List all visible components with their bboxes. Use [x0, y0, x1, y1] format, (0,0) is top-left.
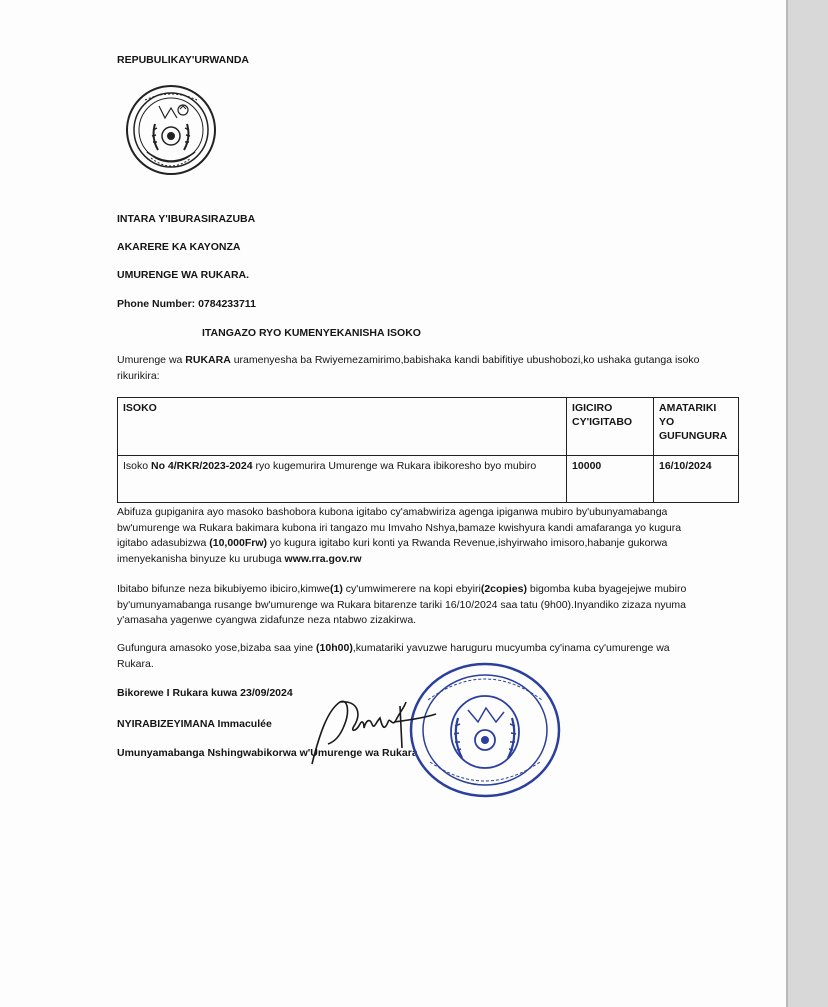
handwritten-signature-icon: [300, 692, 440, 772]
signed-place-date: Bikorewe I Rukara kuwa 23/09/2024: [117, 687, 293, 699]
paragraph-2: [117, 582, 707, 629]
cell-isoko: [118, 456, 567, 503]
district-heading: AKARERE KA KAYONZA: [117, 241, 241, 253]
cell-isoko-c: ryo kugemurira Umurenge wa Rukara ibikoresho byo mubiro: [252, 460, 537, 472]
header-amatariki: AMATARIKI YO GUFUNGURA: [654, 398, 739, 456]
p3-b: (10h00): [316, 642, 353, 654]
republic-heading: REPUBULIKAY'URWANDA: [117, 54, 250, 66]
p2-c: cy'umwimerere na kopi ebyiri: [342, 583, 481, 595]
intro-paragraph: [117, 353, 707, 384]
phone-number: Phone Number: 0784233711: [117, 298, 256, 310]
tender-table: [117, 397, 739, 503]
p2-b: (1): [330, 583, 343, 595]
p3-a: Gufungura amasoko yose,bizaba saa yine: [117, 642, 317, 654]
p2-d: (2copies): [480, 583, 527, 595]
cell-igiciro: 10000: [567, 456, 654, 503]
p1-b: (10,000Frw): [209, 537, 268, 549]
header-igiciro: IGICIRO CY'IGITABO: [567, 398, 654, 456]
notice-title: ITANGAZO RYO KUMENYEKANISHA ISOKO: [202, 327, 421, 339]
background-surface: [786, 0, 828, 1007]
intro-text-a: Umurenge wa: [117, 354, 186, 366]
intro-text-c: uramenyesha ba Rwiyemezamirimo,babishaka kandi babifitiye ubushobozi,ko ushaka gutanga isoko rikurikira:: [117, 354, 700, 382]
cell-isoko-a: Isoko: [123, 460, 152, 472]
province-heading: INTARA Y'IBURASIRAZUBA: [117, 213, 256, 225]
rwanda-coat-of-arms-icon: [125, 82, 217, 180]
sector-heading: UMURENGE WA RUKARA.: [117, 269, 250, 281]
cell-isoko-b: No 4/RKR/2023-2024: [151, 460, 253, 472]
p1-a: Abifuza gupiganira ayo masoko bashobora kubona igitabo cy'amabwiriza agenga ipiganwa mubiro by'ubunyamabanga bw'umurenge wa Rukara bakimara kubona iri tangazo mu Imvaho Nshya,bamaze kwishyura kandi amafaranga yo kugura igitabo adasubizwa: [117, 506, 682, 549]
intro-text-b: RUKARA: [185, 354, 231, 366]
signer-role: Umunyamabanga Nshingwabikorwa w'Umurenge wa Rukara: [117, 747, 418, 759]
p2-e: bigomba kuba byagejejwe mubiro by'umunyamabanga rusange bw'umurenge wa Rukara bitarenze tariki 16/10/2024 saa tatu (9h00).Inyandiko zizaza nyuma y'amasaha yagenwe cyangwa zidafunze neza ntabwo zizakirwa.: [117, 583, 687, 626]
p3-c: ,kumatariki yavuzwe haruguru mucyumba cy'inama cy'umurenge wa Rukara.: [117, 642, 670, 670]
signer-name: NYIRABIZEYIMANA Immaculée: [117, 718, 272, 730]
p2-a: Ibitabo bifunze neza bikubiyemo ibiciro,kimwe: [117, 583, 331, 595]
page-edge-divider: [786, 0, 788, 1007]
cell-itariki: 16/10/2024: [654, 456, 739, 503]
header-isoko: ISOKO: [118, 398, 567, 456]
paragraph-1: [117, 505, 707, 567]
table-header-row: [118, 398, 739, 456]
p1-d: www.rra.gov.rw: [284, 552, 362, 565]
p1-c: yo kugura igitabo kuri konti ya Rwanda Revenue,ishyirwaho imisoro,habanje gukorwa imenyekanisha binyuze ku urubuga: [117, 537, 668, 565]
table-row: [118, 456, 739, 503]
